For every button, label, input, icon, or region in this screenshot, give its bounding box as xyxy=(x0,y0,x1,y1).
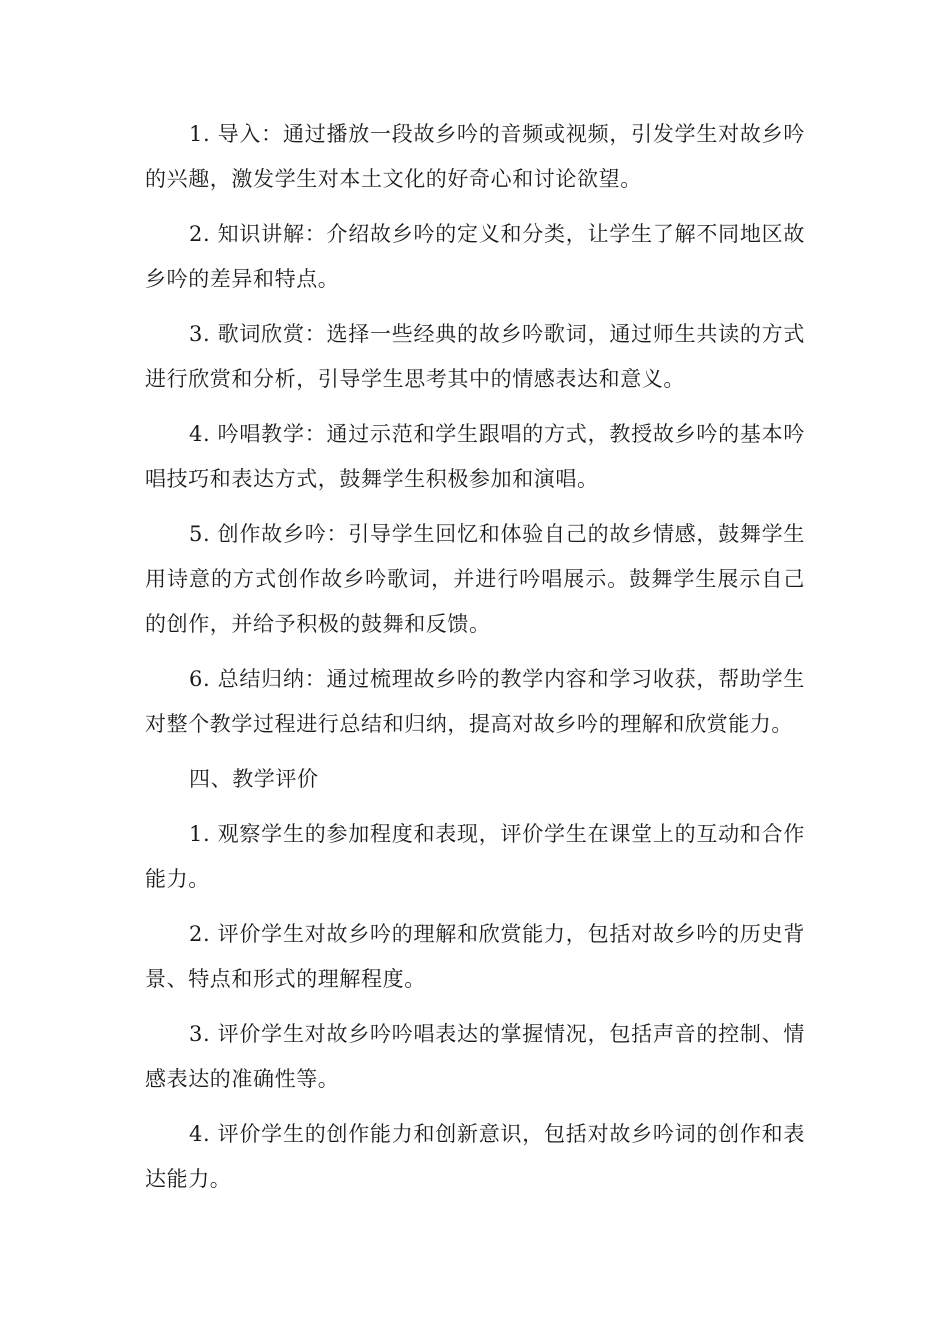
paragraph-evaluation-3: 3. 评价学生对故乡吟吟唱表达的掌握情况，包括声音的控制、情感表达的准确性等。 xyxy=(145,1022,805,1091)
paragraph-step-3-lyrics: 3. 歌词欣赏：选择一些经典的故乡吟歌词，通过师生共读的方式进行欣赏和分析，引导学生思考其中的情感表达和意义。 xyxy=(145,322,805,391)
document-body xyxy=(145,112,805,1212)
paragraph-evaluation-1: 1. 观察学生的参加程度和表现，评价学生在课堂上的互动和合作能力。 xyxy=(145,822,805,891)
paragraph-step-4-singing: 4. 吟唱教学：通过示范和学生跟唱的方式，教授故乡吟的基本吟唱技巧和表达方式，鼓舞学生积极参加和演唱。 xyxy=(145,422,805,491)
section-heading-evaluation: 四、教学评价 xyxy=(189,767,319,791)
paragraph-step-5-creation: 5. 创作故乡吟：引导学生回忆和体验自己的故乡情感，鼓舞学生用诗意的方式创作故乡吟歌词，并进行吟唱展示。鼓舞学生展示自己的创作，并给予积极的鼓舞和反馈。 xyxy=(145,522,805,636)
paragraph-evaluation-2: 2. 评价学生对故乡吟的理解和欣赏能力，包括对故乡吟的历史背景、特点和形式的理解程度。 xyxy=(145,922,805,991)
paragraph-step-1-introduction: 1. 导入：通过播放一段故乡吟的音频或视频，引发学生对故乡吟的兴趣，激发学生对本土文化的好奇心和讨论欲望。 xyxy=(145,122,805,191)
paragraph-step-2-knowledge: 2. 知识讲解：介绍故乡吟的定义和分类，让学生了解不同地区故乡吟的差异和特点。 xyxy=(145,222,805,291)
paragraph-step-6-summary: 6. 总结归纳：通过梳理故乡吟的教学内容和学习收获，帮助学生对整个教学过程进行总结和归纳，提高对故乡吟的理解和欣赏能力。 xyxy=(145,667,805,736)
paragraph-evaluation-4: 4. 评价学生的创作能力和创新意识，包括对故乡吟词的创作和表达能力。 xyxy=(145,1122,805,1191)
